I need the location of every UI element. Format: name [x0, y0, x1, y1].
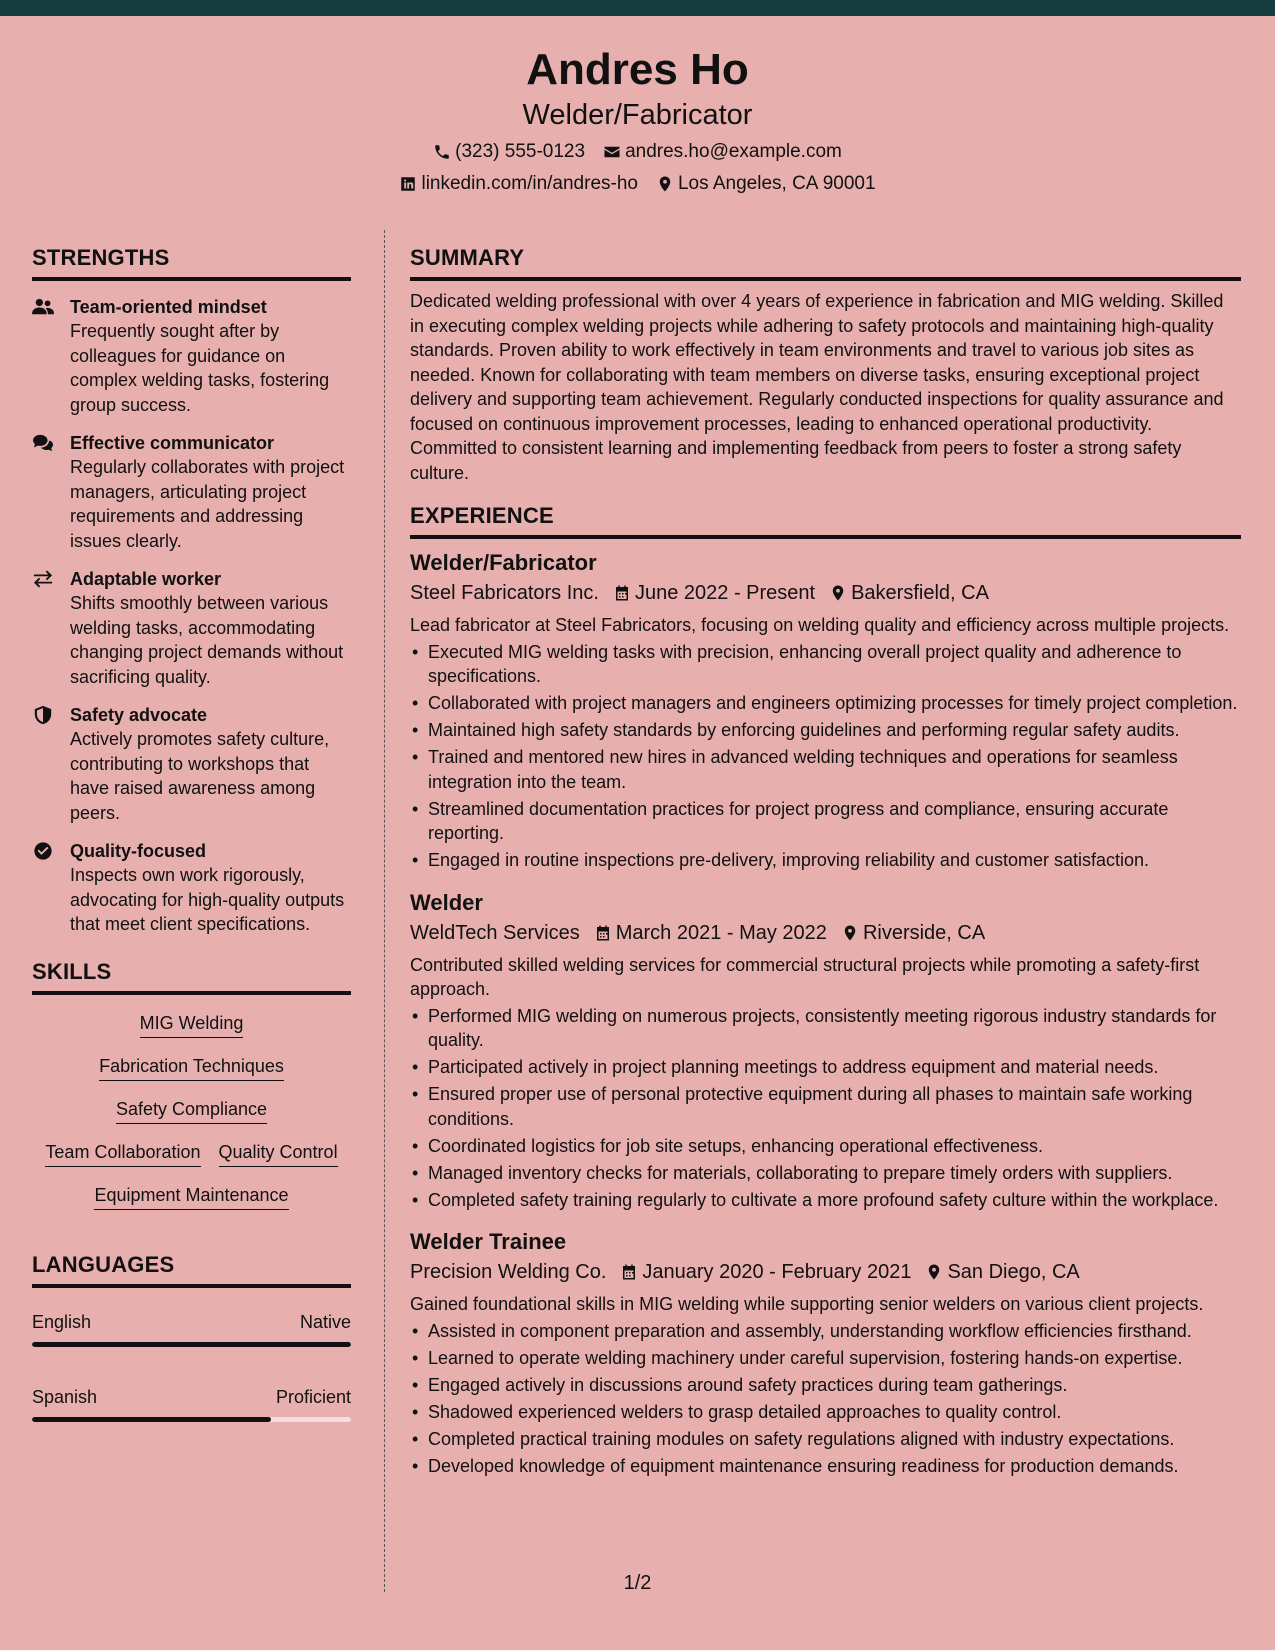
- strength-desc: Actively promotes safety culture, contributing to workshops that have raised awareness among peers.: [70, 729, 330, 823]
- job-entry: [410, 1228, 1241, 1478]
- language-bar: [32, 1417, 351, 1422]
- strengths-heading: STRENGTHS: [32, 245, 351, 281]
- language-bar: [32, 1342, 351, 1347]
- strength-desc: Inspects own work rigorously, advocating for high-quality outputs that meet client specifications.: [70, 865, 345, 934]
- skill-tag: Equipment Maintenance: [94, 1183, 288, 1210]
- experience-list: [410, 549, 1241, 1478]
- job-description: Gained foundational skills in MIG welding while supporting senior welders on various client projects.: [410, 1294, 1204, 1314]
- top-bar: [0, 0, 1275, 16]
- column-divider: [384, 230, 385, 1592]
- job-dates: [594, 919, 827, 947]
- right-column: [410, 245, 1241, 1481]
- strength-title: Effective communicator: [70, 433, 275, 453]
- strength-desc: Frequently sought after by colleagues for guidance on complex welding tasks, fostering group success.: [70, 321, 330, 415]
- exchange-icon: [32, 569, 54, 589]
- job-entry: [410, 889, 1241, 1213]
- skill-tag: Fabrication Techniques: [99, 1054, 284, 1081]
- job-bullet: • Trained and mentored new hires in advanced welding techniques and operations for seamless integration into the team.: [410, 745, 1241, 794]
- job-bullet: • Ensured proper use of personal protective equipment during all phases to maintain safe working conditions.: [410, 1082, 1241, 1131]
- skills-list: [32, 1011, 351, 1210]
- contact-row: [0, 140, 1275, 164]
- job-meta: [410, 1258, 1241, 1286]
- language-level: Proficient: [275, 1386, 351, 1407]
- job-bullet: • Collaborated with project managers and engineers optimizing processes for timely project completion.: [410, 691, 1241, 716]
- resume-header: [0, 16, 1275, 204]
- strength-title: Safety advocate: [70, 705, 208, 725]
- check-circle-icon: [32, 841, 54, 861]
- strength-item: [32, 839, 351, 937]
- strength-item: [32, 567, 351, 689]
- job-bullet: • Coordinated logistics for job site setups, enhancing operational effectiveness.: [410, 1134, 1241, 1159]
- job-location-text: San Diego, CA: [947, 1261, 1080, 1283]
- shield-icon: [32, 705, 54, 725]
- phone-text: (323) 555-0123: [455, 141, 586, 162]
- job-description: Lead fabricator at Steel Fabricators, focusing on welding quality and efficiency across multiple projects.: [410, 615, 1230, 635]
- experience-heading: EXPERIENCE: [410, 503, 1241, 539]
- job-company: Precision Welding Co.: [410, 1261, 607, 1283]
- job-dates-text: March 2021 - May 2022: [615, 921, 827, 944]
- language-item: [32, 1385, 351, 1422]
- job-dates-text: January 2020 - February 2021: [642, 1261, 912, 1283]
- envelope-icon: [603, 143, 621, 161]
- job-bullet: • Streamlined documentation practices for project progress and compliance, ensuring accurate reporting.: [410, 797, 1241, 846]
- email-contact[interactable]: [603, 140, 842, 164]
- languages-list: [32, 1310, 351, 1422]
- strength-item: [32, 295, 351, 417]
- strength-item: [32, 431, 351, 553]
- skill-tag: MIG Welding: [140, 1011, 244, 1038]
- job-bullet: • Completed practical training modules on safety regulations aligned with industry expectations.: [410, 1427, 1241, 1452]
- job-description: Contributed skilled welding services for commercial structural projects while promoting a safety-first approach.: [410, 954, 1200, 999]
- map-marker-icon: [925, 1263, 943, 1281]
- calendar-icon: [620, 1263, 638, 1281]
- language-bar-fill: [32, 1342, 351, 1347]
- job-title: Welder/Fabricator: [410, 550, 597, 575]
- email-text: andres.ho@example.com: [625, 141, 842, 162]
- users-icon: [32, 297, 54, 317]
- candidate-name: Andres Ho: [526, 45, 749, 94]
- job-bullets: [410, 1319, 1241, 1479]
- job-dates: [620, 1258, 911, 1286]
- job-meta: [410, 579, 1241, 607]
- job-location: [841, 919, 985, 947]
- location-contact: [656, 172, 876, 196]
- skill-tag: Safety Compliance: [116, 1097, 267, 1124]
- map-marker-icon: [656, 175, 674, 193]
- comments-icon: [32, 433, 54, 453]
- job-location-text: Bakersfield, CA: [851, 582, 989, 604]
- job-bullet: • Developed knowledge of equipment maintenance ensuring readiness for production demands.: [410, 1454, 1241, 1479]
- job-title: Welder: [410, 889, 483, 915]
- job-dates-text: June 2022 - Present: [634, 582, 816, 604]
- left-column: [32, 245, 351, 1422]
- language-item: [32, 1310, 351, 1347]
- language-bar-fill: [32, 1417, 271, 1422]
- job-bullet: • Completed safety training regularly to cultivate a more profound safety culture within the workplace.: [410, 1188, 1241, 1213]
- job-bullets: [410, 640, 1241, 873]
- job-location-text: Riverside, CA: [862, 921, 986, 944]
- skill-tag: Team Collaboration: [45, 1140, 200, 1167]
- job-bullet: • Shadowed experienced welders to grasp detailed approaches to quality control.: [410, 1400, 1241, 1425]
- job-bullet: • Engaged in routine inspections pre-delivery, improving reliability and customer satisfaction.: [410, 848, 1241, 873]
- job-title: Welder Trainee: [410, 1229, 567, 1254]
- calendar-icon: [613, 584, 631, 602]
- job-meta: [410, 919, 1241, 947]
- skills-heading: SKILLS: [32, 959, 351, 995]
- summary-text: Dedicated welding professional with over 4 years of experience in fabrication and MIG welding. Skilled in executing complex welding projects while adhering to safety protocols and maintaining high-quality standards. Proven ability to work effectively in team environments and travel to various job sites as needed. Known for collaborating with team members on diverse tasks, ensuring exceptional project delivery and supporting team achievement. Regularly conducted inspections for quality assurance and focused on continuous improvement processes, leading to enhanced operational productivity. Committed to consistent learning and implementing feedback from peers to foster a strong safety culture.: [410, 291, 1224, 483]
- job-bullet: • Managed inventory checks for materials, collaborating to prepare timely orders with suppliers.: [410, 1161, 1241, 1186]
- summary-heading: SUMMARY: [410, 245, 1241, 281]
- page-number: 1/2: [623, 1572, 652, 1594]
- candidate-title: Welder/Fabricator: [522, 99, 753, 131]
- skill-tag: Quality Control: [219, 1140, 338, 1167]
- job-bullets: [410, 1004, 1241, 1213]
- job-bullet: • Learned to operate welding machinery under careful supervision, fostering hands-on expertise.: [410, 1346, 1241, 1371]
- job-bullet: • Performed MIG welding on numerous projects, consistently meeting rigorous industry standards for quality.: [410, 1004, 1241, 1053]
- job-location: [925, 1258, 1079, 1286]
- strength-title: Quality-focused: [70, 841, 207, 861]
- language-name: English: [32, 1311, 92, 1332]
- map-marker-icon: [841, 924, 859, 942]
- job-bullet: • Executed MIG welding tasks with precision, enhancing overall project quality and adherence to specifications.: [410, 640, 1241, 689]
- linkedin-icon: [399, 175, 417, 193]
- job-bullet: • Participated actively in project planning meetings to address equipment and material needs.: [410, 1055, 1241, 1080]
- job-location: [829, 579, 989, 607]
- job-entry: [410, 549, 1241, 873]
- linkedin-contact[interactable]: [399, 172, 638, 196]
- job-company: WeldTech Services: [410, 921, 580, 944]
- location-text: Los Angeles, CA 90001: [677, 173, 876, 194]
- strength-title: Adaptable worker: [70, 569, 222, 589]
- phone-icon: [433, 143, 451, 161]
- calendar-icon: [594, 924, 612, 942]
- strength-item: [32, 703, 351, 825]
- contact-row-2: [0, 172, 1275, 196]
- language-level: Native: [299, 1311, 351, 1332]
- job-bullet: • Engaged actively in discussions around safety practices during team gatherings.: [410, 1373, 1241, 1398]
- phone-contact: [433, 140, 585, 164]
- job-dates: [613, 579, 815, 607]
- language-name: Spanish: [32, 1386, 98, 1407]
- map-marker-icon: [829, 584, 847, 602]
- job-bullet: • Assisted in component preparation and assembly, understanding workflow efficiencies firsthand.: [410, 1319, 1241, 1344]
- strength-title: Team-oriented mindset: [70, 297, 267, 317]
- job-company: Steel Fabricators Inc.: [410, 582, 599, 604]
- linkedin-text: linkedin.com/in/andres-ho: [421, 173, 638, 194]
- job-bullet: • Maintained high safety standards by enforcing guidelines and performing regular safety audits.: [410, 718, 1241, 743]
- strength-desc: Shifts smoothly between various welding tasks, accommodating changing project demands without sacrificing quality.: [70, 593, 344, 687]
- languages-heading: LANGUAGES: [32, 1252, 351, 1288]
- strength-desc: Regularly collaborates with project managers, articulating project requirements and addressing issues clearly.: [70, 457, 345, 551]
